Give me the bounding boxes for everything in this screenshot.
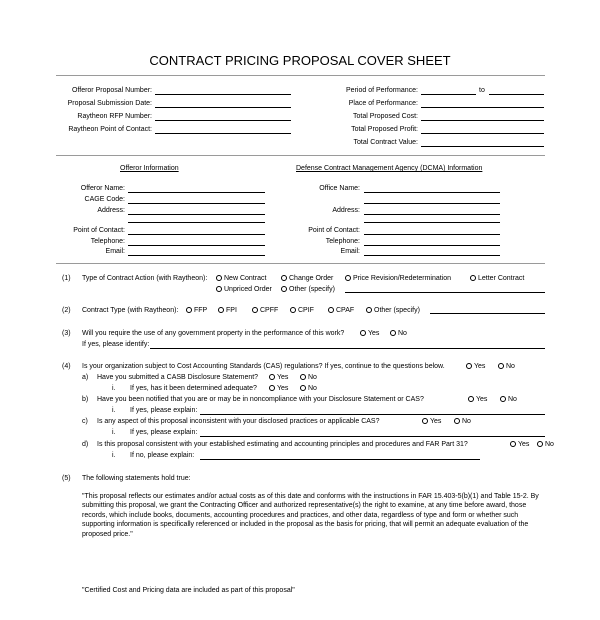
q2-option-other[interactable]: Other (specify) bbox=[366, 306, 420, 315]
radio-icon bbox=[269, 385, 275, 391]
dcma-address-line1[interactable] bbox=[364, 214, 500, 215]
radio-icon bbox=[366, 307, 372, 313]
total-proposed-profit-label: Total Proposed Profit: bbox=[351, 126, 418, 133]
q2-option-cpaf[interactable]: CPAF bbox=[328, 306, 354, 315]
q2-number: (2) bbox=[62, 307, 71, 314]
period-of-performance-label: Period of Performance: bbox=[346, 87, 418, 94]
q5-text: The following statements hold true: bbox=[82, 475, 191, 482]
q4-no-option[interactable]: No bbox=[498, 362, 515, 371]
total-proposed-cost-label: Total Proposed Cost: bbox=[353, 113, 418, 120]
period-to-label: to bbox=[479, 87, 485, 94]
q2-text: Contract Type (with Raytheon): bbox=[82, 307, 179, 314]
dcma-poc-label: Point of Contact: bbox=[308, 227, 360, 234]
q3-follow-label: If yes, please identify: bbox=[82, 341, 150, 348]
radio-icon bbox=[468, 396, 474, 402]
q1-number: (1) bbox=[62, 275, 71, 282]
q4b-i-text: If yes, please explain: bbox=[130, 407, 198, 414]
dcma-office-name-label: Office Name: bbox=[319, 185, 360, 192]
q4b-label: b) bbox=[82, 396, 89, 403]
radio-icon bbox=[300, 374, 306, 380]
period-start-field[interactable] bbox=[421, 94, 476, 95]
q1-option-letter-contract[interactable]: Letter Contract bbox=[470, 274, 524, 283]
radio-icon bbox=[510, 441, 516, 447]
offeror-email-label: Email: bbox=[105, 248, 125, 255]
dcma-email-label: Email: bbox=[340, 248, 360, 255]
offeror-info-heading: Offeror Information bbox=[120, 165, 179, 172]
radio-icon bbox=[300, 385, 306, 391]
q4-number: (4) bbox=[62, 363, 71, 370]
raytheon-rfp-number-field[interactable] bbox=[155, 120, 291, 121]
q4d-explain-field[interactable] bbox=[200, 459, 480, 460]
q3-text: Will you require the use of any government property in the performance of this work? bbox=[82, 330, 345, 337]
offeror-email-field[interactable] bbox=[128, 255, 265, 256]
q1-option-price-revision[interactable]: Price Revision/Redetermination bbox=[345, 274, 451, 283]
q4b-explain-field[interactable] bbox=[200, 414, 545, 415]
q4d-label: d) bbox=[82, 441, 89, 448]
q4a-i-no-option[interactable]: No bbox=[300, 384, 317, 393]
dcma-telephone-label: Telephone: bbox=[325, 238, 360, 245]
q4d-text: Is this proposal consistent with your established estimating and accounting principles and procedures and FAR Part 31? bbox=[97, 441, 468, 448]
radio-icon bbox=[186, 307, 192, 313]
q2-option-cpif[interactable]: CPIF bbox=[290, 306, 314, 315]
radio-icon bbox=[218, 307, 224, 313]
dcma-address-line0[interactable] bbox=[364, 203, 500, 204]
dcma-email-field[interactable] bbox=[364, 255, 500, 256]
q4c-label: c) bbox=[82, 418, 88, 425]
q4a-yes-option[interactable]: Yes bbox=[269, 373, 288, 382]
q1-option-other[interactable]: Other (specify) bbox=[281, 285, 335, 294]
q3-no-option[interactable]: No bbox=[390, 329, 407, 338]
proposal-submission-date-field[interactable] bbox=[155, 107, 291, 108]
q1-option-unpriced-order[interactable]: Unpriced Order bbox=[216, 285, 272, 294]
offeror-proposal-number-label: Offeror Proposal Number: bbox=[71, 87, 152, 94]
total-contract-value-field[interactable] bbox=[421, 146, 544, 147]
q4-text: Is your organization subject to Cost Accounting Standards (CAS) regulations? If yes, continue to the questions below. bbox=[82, 363, 445, 370]
cage-code-field[interactable] bbox=[128, 203, 265, 204]
dcma-info-heading: Defense Contract Management Agency (DCMA) Information bbox=[296, 165, 483, 172]
q4b-no-option[interactable]: No bbox=[500, 395, 517, 404]
q5-statement-paragraph: "This proposal reflects our estimates and/or actual costs as of this date and conforms with the instructions in FAR 15.403-5(b)(1) and Table 15-2. By submitting this proposal, we grant the Contracting Officer and authorized representative(s) the right to examine, at any time before award, those records, which include books, documents, accounting procedures and practices, and other data, regardless of type and form or whether such supporting information is specifically referenced or included in the proposal as the basis for pricing, that will permit an adequate evaluation of the proposed price." bbox=[82, 493, 539, 538]
dcma-address-line2[interactable] bbox=[364, 222, 500, 223]
radio-icon bbox=[500, 396, 506, 402]
q5-number: (5) bbox=[62, 475, 71, 482]
q4a-i-number: i. bbox=[112, 385, 116, 392]
q4c-i-number: i. bbox=[112, 429, 116, 436]
total-contract-value-label: Total Contract Value: bbox=[353, 139, 418, 146]
raytheon-point-of-contact-field[interactable] bbox=[155, 133, 291, 134]
q4b-yes-option[interactable]: Yes bbox=[468, 395, 487, 404]
q4d-i-text: If no, please explain: bbox=[130, 452, 195, 459]
dcma-office-name-field[interactable] bbox=[364, 192, 500, 193]
q4c-i-text: If yes, please explain: bbox=[130, 429, 198, 436]
offeror-proposal-number-field[interactable] bbox=[155, 94, 291, 95]
radio-icon bbox=[466, 363, 472, 369]
raytheon-point-of-contact-label: Raytheon Point of Contact: bbox=[68, 126, 152, 133]
q4-yes-option[interactable]: Yes bbox=[466, 362, 485, 371]
q3-identify-field[interactable] bbox=[150, 348, 545, 349]
offeror-address-label: Address: bbox=[97, 207, 125, 214]
q2-option-cpff[interactable]: CPFF bbox=[252, 306, 278, 315]
dcma-address-label: Address: bbox=[332, 207, 360, 214]
radio-icon bbox=[498, 363, 504, 369]
radio-icon bbox=[328, 307, 334, 313]
offeror-poc-field[interactable] bbox=[128, 234, 265, 235]
q1-option-change-order[interactable]: Change Order bbox=[281, 274, 333, 283]
q4c-explain-field[interactable] bbox=[200, 436, 545, 437]
offeror-telephone-label: Telephone: bbox=[90, 238, 125, 245]
radio-icon bbox=[269, 374, 275, 380]
info-divider bbox=[56, 263, 545, 264]
offeror-name-field[interactable] bbox=[128, 192, 265, 193]
q2-other-field[interactable] bbox=[430, 313, 545, 314]
title-divider bbox=[56, 75, 545, 76]
q3-yes-option[interactable]: Yes bbox=[360, 329, 379, 338]
header-divider bbox=[56, 155, 545, 156]
radio-icon bbox=[281, 275, 287, 281]
radio-icon bbox=[252, 307, 258, 313]
radio-icon bbox=[345, 275, 351, 281]
proposal-submission-date-label: Proposal Submission Date: bbox=[67, 100, 152, 107]
period-end-field[interactable] bbox=[489, 94, 544, 95]
q4a-no-option[interactable]: No bbox=[300, 373, 317, 382]
q4a-i-text: If yes, has it been determined adequate? bbox=[130, 385, 257, 392]
radio-icon bbox=[360, 330, 366, 336]
radio-icon bbox=[390, 330, 396, 336]
radio-icon bbox=[216, 286, 222, 292]
offeror-poc-label: Point of Contact: bbox=[73, 227, 125, 234]
q1-option-new-contract[interactable]: New Contract bbox=[216, 274, 266, 283]
offeror-address-line1[interactable] bbox=[128, 214, 265, 215]
radio-icon bbox=[537, 441, 543, 447]
q2-option-ffp[interactable]: FFP bbox=[186, 306, 207, 315]
q4a-i-yes-option[interactable]: Yes bbox=[269, 384, 288, 393]
offeror-address-line2[interactable] bbox=[128, 222, 265, 223]
dcma-telephone-field[interactable] bbox=[364, 245, 500, 246]
q4d-i-number: i. bbox=[112, 452, 116, 459]
dcma-poc-field[interactable] bbox=[364, 234, 500, 235]
q4c-text: Is any aspect of this proposal inconsistent with your disclosed practices or applicable CAS? bbox=[97, 418, 380, 425]
radio-icon bbox=[454, 418, 460, 424]
radio-icon bbox=[470, 275, 476, 281]
q1-other-field[interactable] bbox=[345, 292, 545, 293]
offeror-name-label: Offeror Name: bbox=[80, 185, 125, 192]
radio-icon bbox=[290, 307, 296, 313]
q4b-i-number: i. bbox=[112, 407, 116, 414]
q3-number: (3) bbox=[62, 330, 71, 337]
raytheon-rfp-number-label: Raytheon RFP Number: bbox=[77, 113, 152, 120]
q4d-yes-option[interactable]: Yes bbox=[510, 440, 529, 449]
q4a-label: a) bbox=[82, 374, 89, 381]
q1-text: Type of Contract Action (with Raytheon): bbox=[82, 275, 208, 282]
radio-icon bbox=[216, 275, 222, 281]
q4c-no-option[interactable]: No bbox=[454, 417, 471, 426]
cage-code-label: CAGE Code: bbox=[84, 196, 125, 203]
total-proposed-profit-field[interactable] bbox=[421, 133, 544, 134]
radio-icon bbox=[422, 418, 428, 424]
radio-icon bbox=[281, 286, 287, 292]
q4d-no-option[interactable]: No bbox=[537, 440, 554, 449]
place-of-performance-field[interactable] bbox=[421, 107, 544, 108]
q4b-text: Have you been notified that you are or may be in noncompliance with your Disclosure Statement or CAS? bbox=[97, 396, 424, 403]
total-proposed-cost-field[interactable] bbox=[421, 120, 544, 121]
place-of-performance-label: Place of Performance: bbox=[348, 100, 418, 107]
q4a-text: Have you submitted a CASB Disclosure Statement? bbox=[97, 374, 259, 381]
offeror-telephone-field[interactable] bbox=[128, 245, 265, 246]
q4c-yes-option[interactable]: Yes bbox=[422, 417, 441, 426]
document-title: CONTRACT PRICING PROPOSAL COVER SHEET bbox=[149, 53, 451, 68]
q2-option-fpi[interactable]: FPI bbox=[218, 306, 237, 315]
q5-certified-statement: "Certified Cost and Pricing data are included as part of this proposal" bbox=[82, 587, 295, 594]
